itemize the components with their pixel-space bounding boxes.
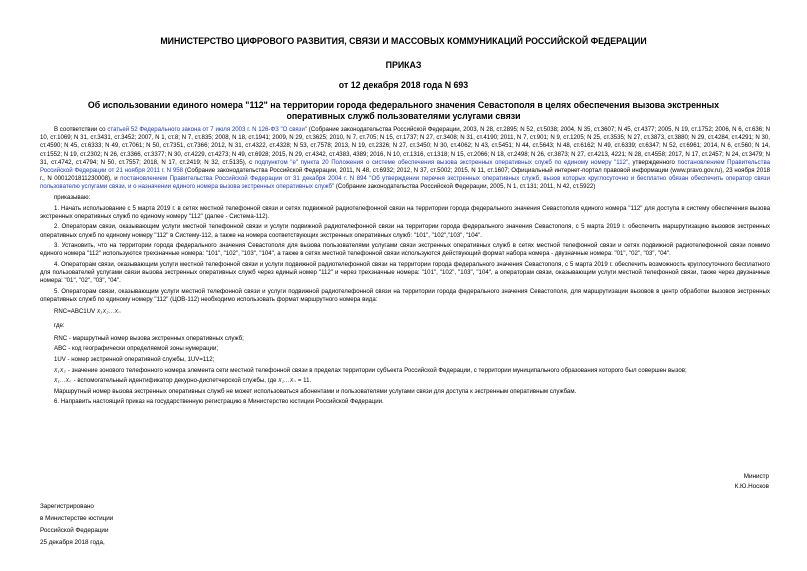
- preamble-paragraph: [40, 126, 770, 192]
- regulation-link[interactable]: подпунктом "е" пункта 20 Положения о системе обеспечения вызова экстренных оперативных служб по единому номеру "112": [254, 158, 629, 166]
- item-5: 5. Операторам связи, оказывающим услуги местной телефонной связи и услуги подвижной радиотелефонной связи на территории города федерального значения Севастополя, для маршрутизации вызовов в центр обработки вызовов экстренных оперативных служб по единому номеру "112" (ЦОВ-112) необходимо использовать формат маршрутного номера вида:: [40, 288, 770, 304]
- registration-line-2: в Министерстве юстиции: [40, 515, 114, 522]
- definition-rnc: RNC - маршрутный номер вызова экстренных оперативных служб;: [54, 334, 244, 342]
- registration-line-1: Зарегистрировано: [40, 503, 94, 510]
- preamble-text: , утвержденного: [628, 158, 678, 166]
- definition-abc: ABC - код географически определяемой зоны нумерации;: [54, 345, 219, 353]
- item-6: 6. Направить настоящий приказ на государственную регистрацию в Министерство юстиции Российской Федерации.: [54, 398, 384, 406]
- document-date-number: от 12 декабря 2018 года N 693: [338, 80, 469, 90]
- definition-n-eq-symbol: X₁...Xₙ: [278, 378, 297, 385]
- definition-1uv: 1UV - номер экстренной оперативной службы, 1UV=112;: [54, 356, 215, 363]
- decree-2011-link[interactable]: постановлением Правительства Российской Федерации от 21 ноября 2011 г. N 958: [40, 158, 771, 175]
- preamble-text: (Собрание законодательства Российской Федерации, 2011, N 48, ст.6932; 2012, N 37, ст.5002; 2015, N 11, ст.1607; Официальный интернет-портал правовой информации (www.pravo.gov.ru), 23 ноября 2018 г., N 0001201811230008), и: [40, 167, 770, 183]
- preamble-text: (Собрание законодательства Российской Федерации, 2005, N 1, ст.131; 2011, N 42, ст.5922): [334, 183, 596, 191]
- routing-number-format: [40, 308, 770, 316]
- ministry-name: МИНИСТЕРСТВО ЦИФРОВОГО РАЗВИТИЯ, СВЯЗИ И МАССОВЫХ КОММУНИКАЦИЙ РОССИЙСКОЙ ФЕДЕРАЦИИ: [160, 36, 647, 46]
- item-3: 3. Установить, что на территории города федерального значения Севастополя для вызова пользователями услугами связи экстренных оперативных служб в сетях местной телефонной связи и сетях подвижной радиотелефонной связи помимо единого номера "112" используются трехзначные номера: "101", "102", "103", "104", а также в сетях местной телефонной связи используются действующий формат набора номера - двузначные номера: "01", "02", "03", "04".: [40, 242, 770, 258]
- item-2: 2. Операторам связи, оказывающим услуги местной телефонной связи и услуги подвижной радиотелефонной связи на территории города федерального значения Севастополя, с 5 марта 2019 г. обеспечить маршрутизацию вызовов экстренных оперативных служб по единому номеру "112" в Систему-112, а также на номера соответствующих экстренных оперативных служб: "101", "102","103", "104".: [40, 223, 770, 239]
- registration-line-3: Российской Федерации: [40, 527, 109, 534]
- definition-x: [40, 367, 770, 375]
- registration-line-4: 25 декабря 2018 года,: [40, 539, 105, 546]
- decree-2004-link[interactable]: постановлением Правительства Российской Федерации от 31 декабря 2004 г. N 894 "Об утверждении перечня экстренных оперативных служб, вызов которых круглосуточно и бесплатно обязан обеспечить оператор связи пользователю услугами связи, и о назначении единого номера вызова экстренных оперативных служб": [40, 175, 771, 191]
- definition-x-text: - значение зонового телефонного номера элемента сети местной телефонной связи в пределах территории субъекта Российской Федерации, с территории муниципального образования которого был совершен вызов;: [66, 366, 687, 374]
- document-body: [40, 126, 770, 409]
- definition-x-symbol: X₁X₂: [54, 367, 67, 374]
- item-4: 4. Операторам связи, оказывающим услуги местной телефонной связи и услуги подвижной радиотелефонной связи на территории города федерального значения Севастополя, с 5 марта 2019 г. обеспечить возможность круглосуточного бесплатного для пользователей услугами связи вызова экстренных оперативных служб через единый номер "112" и через трехзначные номера: "101", "102", "103", "104", а операторам связи, оказывающим услуги местной телефонной связи, также через двузначные номера: "01", "02", "03", "04".: [40, 261, 770, 285]
- signature-name: К.Ю.Носков: [734, 483, 769, 490]
- definition-n: [40, 377, 770, 385]
- signature-position: Министр: [743, 473, 769, 480]
- routing-number-note: Маршрутный номер вызова экстренных оперативных служб не может использоваться абонентами и пользователями услугами связи для доступа к экстренным оперативным службам.: [54, 387, 577, 395]
- law-link[interactable]: статьей 52 Федерального закона от 7 июля 2003 г. N 126-ФЗ "О связи": [107, 126, 308, 133]
- definition-n-symbol: X₁...Xₙ: [54, 378, 72, 385]
- routing-number-subscript: X₁X₂...Xₙ: [96, 309, 122, 316]
- routing-number-code: RNC=ABC1UV: [54, 308, 96, 316]
- document-type: ПРИКАЗ: [385, 60, 422, 70]
- definition-n-eq-text: = 11.: [296, 377, 312, 385]
- definition-n-text: - вспомогательный идентификатор декурно-диспетчерской службы, где: [71, 377, 279, 385]
- item-1: 1. Начать использование с 5 марта 2019 г. в сетях местной телефонной связи и сетях подвижной радиотелефонной связи на территории города федерального значения Севастополя единого номера "112" для доступа в систему обеспечения вызова экстренных оперативных служб по единому номеру "112" (далее - Система-112).: [40, 204, 770, 220]
- order-word: приказываю:: [54, 194, 91, 202]
- preamble-text: В соответствии со: [54, 126, 108, 133]
- document-title: Об использовании единого номера "112" на территории города федерального значения Севастополя в целях обеспечения вызова экстренных оперативных служб пользователями услугами связи: [87, 100, 720, 121]
- where-label: где:: [54, 321, 65, 329]
- preamble-text: (Собрание законодательства Российской Федерации, 2003, N 28, ст.2895; N 52, ст.5038; 2004, N 35, ст.3607; N 45, ст.4377; 2005, N 19, ст.1752; 2006, N 6, ст.636; N 10, ст.1069; N 31, ст.3431, ст.3452; 2007, N 1, ст.8; N 7, ст.835; 2008, N 18, ст.1941; 2009, N 29, ст.3625; 2010, N 7, ст.705; N 15, ст.1737; N 27, ст.3408; N 31, ст.4190; 2011, N 7, ст.901; N 9, ст.1205; N 25, ст.3535; N 27, ст.3873, ст.3880; N 29, ст.4284, ст.4291; N 30, ст.4590; N 45, ст.6333; N 49, ст.7061; N 50, ст.7351, ст.7366; 2012, N 31, ст.4322, ст.4328; N 53, ст.7578; 2013, N 19, ст.2326; N 27, ст.3450; N 30, ст.4062; N 43, ст.5451; N 44, ст.5643; N 48, ст.6162; N 49, ст.6339; ст.6347; N 52, ст.6961; 2014, N 6, ст.560; N 14, ст.1552; N 19, ст.2302; N 26, ст.3366, ст.3377; N 30, ст.4229, ст.4273; N 49, ст.6928; 2015, N 29, ст.4342, ст.4383, 4389; 2016, N 10, ст.1316, ст.1318; N 15, ст.2066; N 18, ст.2498; N 26, ст.3873; N 27, ст.4213, 4221; N 28, ст.4558; 2017, N 17, ст.2457; N 24, ст.3479; N 31, ст.4742, ст.4794; N 50, ст.7557; 2018, N 17, ст.2419; N 32, ст.5135), с: [40, 126, 770, 166]
